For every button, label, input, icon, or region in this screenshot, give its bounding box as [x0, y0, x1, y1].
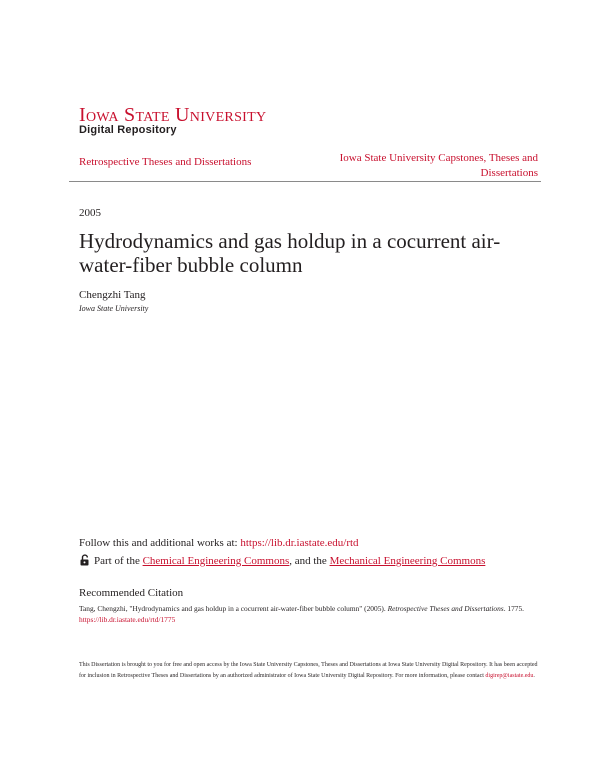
collection-link-retrospective[interactable]: Retrospective Theses and Dissertations — [79, 156, 252, 168]
header-divider — [69, 181, 541, 182]
notice-end: . — [533, 673, 535, 679]
citation-block — [79, 603, 539, 625]
part-of-line — [79, 554, 485, 567]
logo-wordmark: Iowa State University — [79, 104, 267, 126]
citation-text: Tang, Chengzhi, "Hydrodynamics and gas holdup in a cocurrent air-water-fiber bubble column" (2005). — [79, 604, 388, 613]
access-notice — [79, 660, 539, 682]
follow-line — [79, 537, 359, 549]
notice-text: This Dissertation is brought to you for free and open access by the Iowa State University Capstones, Theses and Dissertations at Iowa State University Digital Repository. It has been accepted for inclusion in Retrospective Theses and Dissertations by an authorized administrator of Iowa State University Digital Repository. For more information, please contact — [79, 662, 538, 679]
citation-series: Retrospective Theses and Dissertations — [387, 604, 504, 613]
citation-url-link[interactable]: https://lib.dr.iastate.edu/rtd/1775 — [79, 615, 176, 624]
author-affiliation: Iowa State University — [79, 304, 149, 313]
open-access-icon — [79, 554, 91, 566]
author-name: Chengzhi Tang — [79, 289, 146, 301]
mechanical-engineering-commons-link[interactable]: Mechanical Engineering Commons — [329, 555, 486, 567]
partof-text: Part of the — [94, 555, 143, 567]
citation-number: . 1775. — [503, 604, 525, 613]
publication-year: 2005 — [79, 207, 101, 219]
follow-url-link[interactable]: https://lib.dr.iastate.edu/rtd — [240, 537, 359, 549]
recommended-citation-heading: Recommended Citation — [79, 587, 184, 599]
chemical-engineering-commons-link[interactable]: Chemical Engineering Commons — [142, 555, 290, 567]
repository-name: Digital Repository — [79, 124, 177, 136]
collection-link-capstones[interactable]: Iowa State University Capstones, Theses and Dissertations — [339, 152, 538, 179]
paper-title: Hydrodynamics and gas holdup in a cocurrent air-water-fiber bubble column — [79, 229, 501, 277]
partof-and-text: , and the — [289, 555, 330, 567]
university-logo — [79, 105, 266, 126]
contact-email-link[interactable]: digirep@iastate.edu — [485, 673, 534, 679]
follow-text: Follow this and additional works at: — [79, 537, 241, 549]
